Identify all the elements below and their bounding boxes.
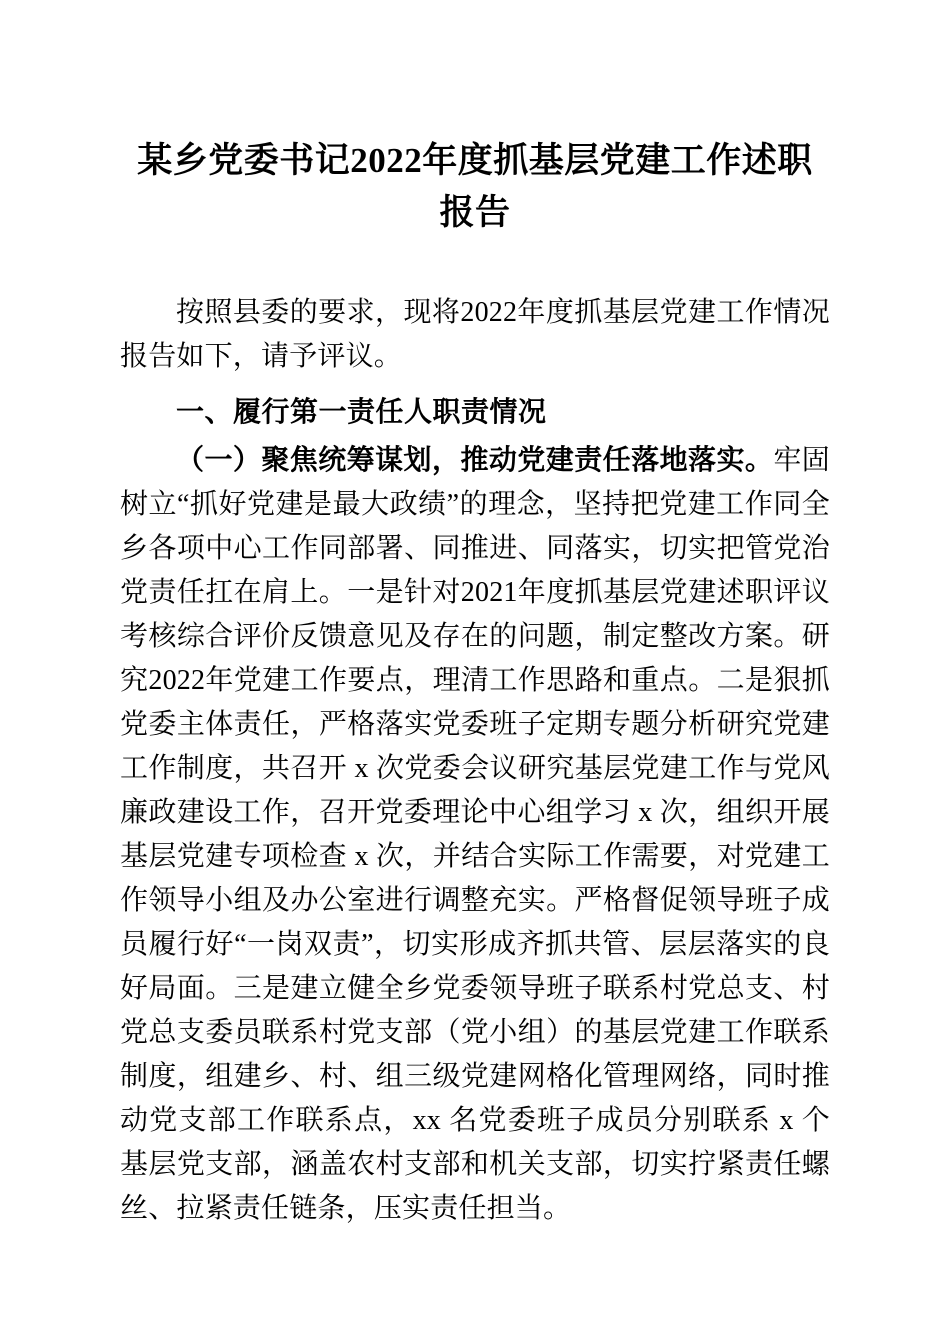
document-title [120, 135, 830, 239]
subsection-paragraph-1 [120, 439, 830, 1231]
section-heading-1: 一、履行第一责任人职责情况 [176, 396, 547, 427]
document-title-line-2: 报告 [439, 193, 511, 232]
subsection-body-text: 牢固树立“抓好党建是最大政绩”的理念，坚持把党建工作同全乡各项中心工作同部署、同推进、同落实，切实把管党治党责任扛在肩上。一是针对2021年度抓基层党建述职评议考核综合评价反馈意见及存在的问题，制定整改方案。研究2022年党建工作要点，理清工作思路和重点。二是狠抓党委主体责任，严格落实党委班子定期专题分析研究党建工作制度，共召开 x 次党委会议研究基层党建工作与党风廉政建设工作，召开党委理论中心组学习 x 次，组织开展基层党建专项检查 x 次，并结合实际工作需要，对党建工作领导小组及办公室进行调整充实。严格督促领导班子成员履行好“一岗双责”，切实形成齐抓共管、层层落实的良好局面。三是建立健全乡党委领导班子联系村党总支、村党总支委员联系村党支部（党小组）的基层党建工作联系制度，组建乡、村、组三级党建网格化管理网络，同时推动党支部工作联系点，xx 名党委班子成员分别联系 x 个基层党支部，涵盖农村支部和机关支部，切实拧紧责任螺丝、拉紧责任链条，压实责任担当。 [120, 445, 831, 1224]
document-title-line-1: 某乡党委书记2022年度抓基层党建工作述职 [137, 141, 813, 180]
opening-paragraph: 按照县委的要求，现将2022年度抓基层党建工作情况报告如下，请予评议。 [120, 297, 830, 372]
subsection-lead-in: （一）聚焦统筹谋划，推动党建责任落地落实。 [176, 445, 774, 476]
